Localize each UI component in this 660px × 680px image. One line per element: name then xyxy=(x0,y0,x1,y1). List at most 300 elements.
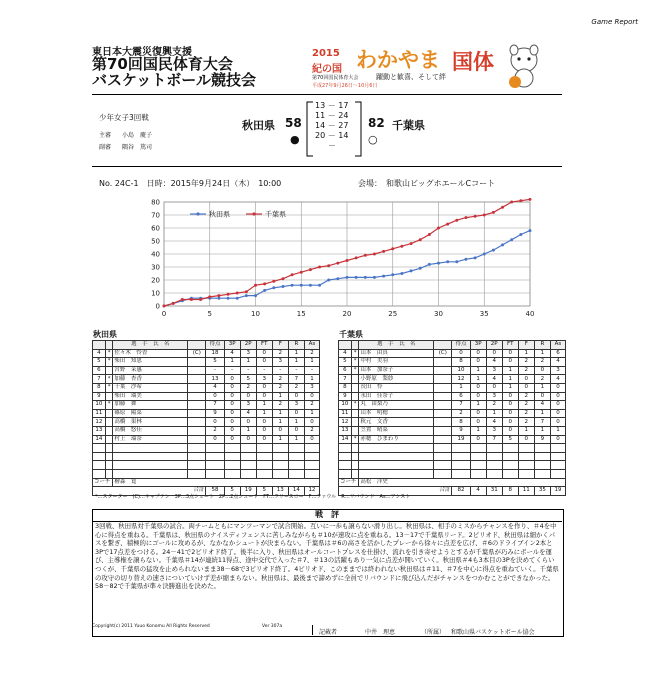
stat-cell: 0 xyxy=(304,392,319,401)
stat-cell: 9 xyxy=(534,435,550,444)
y-tick-label: 60 xyxy=(151,224,160,233)
stat-cell: 8 xyxy=(93,383,106,392)
stat-cell xyxy=(304,469,319,478)
player-row xyxy=(93,358,320,367)
stat-cell xyxy=(188,418,206,427)
box-header-cell: As xyxy=(304,341,319,350)
stat-cell: 7 xyxy=(93,375,106,384)
y-tick-label: 50 xyxy=(151,237,160,246)
stat-cell: 0 xyxy=(470,392,486,401)
stat-cell: 0 xyxy=(224,418,240,427)
period-scores xyxy=(315,101,353,151)
player-name xyxy=(359,461,434,470)
stat-cell: 14 xyxy=(93,435,106,444)
stat-cell: 4 xyxy=(240,409,256,418)
stat-cell xyxy=(105,444,112,453)
stat-cell: 3 xyxy=(486,392,502,401)
stat-cell: 6 xyxy=(452,392,470,401)
player-name: 小野原 梨紗 xyxy=(359,375,434,384)
stat-cell: 5 xyxy=(206,358,224,367)
stat-cell: 1 xyxy=(534,383,550,392)
series-point-1 xyxy=(245,290,248,293)
box-header-cell: 得点 xyxy=(452,341,470,350)
stat-cell: 0 xyxy=(206,435,224,444)
player-row xyxy=(339,358,566,367)
period-1: 13 － 17 xyxy=(315,101,349,110)
stat-cell: 3 xyxy=(304,383,319,392)
recorder-name: 中井 理恵 xyxy=(365,629,396,636)
player-row xyxy=(93,461,320,470)
logo-sub2: 平成27年9月26日～10月6日 xyxy=(312,83,378,89)
stat-cell xyxy=(272,469,288,478)
series-point-0 xyxy=(364,276,367,279)
stat-cell: 0 xyxy=(272,426,288,435)
affiliation: 和歌山県バスケットボール協会 xyxy=(451,629,535,636)
stat-cell: 2 xyxy=(486,401,502,410)
stat-cell: 0 xyxy=(224,375,240,384)
stat-cell: 0 xyxy=(470,409,486,418)
player-row xyxy=(93,426,320,435)
stat-cell: * xyxy=(351,401,358,410)
stat-cell xyxy=(188,452,206,461)
stat-cell: 1 xyxy=(534,426,550,435)
player-row xyxy=(93,452,320,461)
series-point-0 xyxy=(446,260,449,263)
stat-cell xyxy=(206,452,224,461)
player-row xyxy=(93,366,320,375)
stat-cell: 5 xyxy=(240,375,256,384)
stat-cell: 1 xyxy=(534,349,550,358)
player-name xyxy=(113,469,188,478)
stat-cell: 3 xyxy=(288,401,304,410)
header-divider xyxy=(92,94,562,95)
series-point-1 xyxy=(373,253,376,256)
player-row xyxy=(339,401,566,410)
stat-cell xyxy=(534,452,550,461)
total-cell: 19 xyxy=(240,487,256,496)
stat-cell: 4 xyxy=(486,418,502,427)
stat-cell: 1 xyxy=(288,418,304,427)
away-box-score xyxy=(338,340,566,496)
player-name: 山本 加奈子 xyxy=(359,366,434,375)
y-tick-label: 40 xyxy=(151,250,160,259)
stat-cell xyxy=(434,375,452,384)
box-header-cell: F xyxy=(518,341,534,350)
stat-cell: 1 xyxy=(534,409,550,418)
stat-cell: 0 xyxy=(256,435,272,444)
series-point-1 xyxy=(455,219,458,222)
stat-cell xyxy=(188,383,206,392)
stat-cell: 0 xyxy=(206,418,224,427)
stat-cell: 1 xyxy=(304,358,319,367)
stat-cell: 0 xyxy=(502,401,518,410)
stat-cell: 12 xyxy=(339,418,352,427)
stat-cell: 11 xyxy=(93,409,106,418)
series-point-1 xyxy=(318,266,321,269)
stat-cell: 0 xyxy=(550,435,565,444)
stat-cell: 2 xyxy=(240,383,256,392)
series-point-1 xyxy=(519,199,522,202)
stat-cell: 0 xyxy=(206,392,224,401)
series-point-1 xyxy=(208,295,211,298)
series-point-0 xyxy=(400,272,403,275)
series-point-0 xyxy=(373,276,376,279)
stat-cell xyxy=(272,444,288,453)
series-point-0 xyxy=(346,276,349,279)
series-point-0 xyxy=(483,253,486,256)
stat-cell: 6 xyxy=(93,366,106,375)
report-label: Game Report xyxy=(591,18,638,26)
player-row xyxy=(93,392,320,401)
stat-cell xyxy=(240,452,256,461)
stat-cell: - xyxy=(240,366,256,375)
stat-cell xyxy=(550,461,565,470)
stat-cell xyxy=(272,461,288,470)
series-point-0 xyxy=(227,297,230,300)
stat-cell xyxy=(188,375,206,384)
series-point-1 xyxy=(464,216,467,219)
period-3: 14 － 27 xyxy=(315,121,349,130)
stat-cell xyxy=(188,392,206,401)
stat-cell: (C) xyxy=(188,349,206,358)
stat-cell: 4 xyxy=(486,358,502,367)
stat-cell xyxy=(188,366,206,375)
stat-cell: 1 xyxy=(304,375,319,384)
stat-cell: 2 xyxy=(518,366,534,375)
stat-cell: * xyxy=(105,401,112,410)
y-tick-label: 20 xyxy=(151,276,160,285)
stat-cell: 4 xyxy=(486,375,502,384)
referee-sub: 隅谷 篤司 xyxy=(122,144,153,151)
stat-cell xyxy=(224,461,240,470)
stat-cell: 13 xyxy=(339,426,352,435)
stat-cell: 2 xyxy=(272,375,288,384)
y-tick-label: 70 xyxy=(151,211,160,220)
total-cell: 35 xyxy=(534,487,550,496)
stat-cell: 5 xyxy=(502,435,518,444)
player-name: 高橋 悠佳 xyxy=(113,426,188,435)
player-row xyxy=(93,435,320,444)
stat-cell xyxy=(105,366,112,375)
series-point-1 xyxy=(281,277,284,280)
stat-cell xyxy=(288,444,304,453)
player-row xyxy=(93,418,320,427)
total-cell: 82 xyxy=(452,487,470,496)
box-header-row xyxy=(339,341,566,350)
stat-cell xyxy=(105,392,112,401)
player-name xyxy=(113,444,188,453)
stat-cell xyxy=(339,452,352,461)
series-point-0 xyxy=(410,269,413,272)
stat-cell: 2 xyxy=(534,375,550,384)
period-bracket-right xyxy=(353,101,363,157)
stat-cell: 0 xyxy=(304,435,319,444)
stat-cell xyxy=(470,461,486,470)
stat-cell: 9 xyxy=(93,392,106,401)
stat-cell: 0 xyxy=(550,418,565,427)
copyright: Copyright(c) 2011 Yuuo Konomu All Rights Reserved xyxy=(92,624,210,629)
series-point-1 xyxy=(236,292,239,295)
period-4: 20 － 14 xyxy=(315,131,349,140)
series-point-1 xyxy=(309,268,312,271)
event-title-line3: バスケットボール競技会 xyxy=(92,71,256,89)
total-cell: 13 xyxy=(272,487,288,496)
stat-cell: 2 xyxy=(518,392,534,401)
stat-cell xyxy=(256,461,272,470)
stat-cell: 0 xyxy=(486,349,502,358)
stat-cell: 0 xyxy=(502,392,518,401)
series-point-1 xyxy=(391,247,394,250)
series-point-0 xyxy=(464,258,467,261)
stat-cell xyxy=(240,444,256,453)
stat-cell: 3 xyxy=(550,366,565,375)
logo-slogan: 躍動と歓喜、そして絆 xyxy=(376,73,446,81)
stat-cell xyxy=(434,444,452,453)
stat-cell: 8 xyxy=(452,418,470,427)
stat-cell: 0 xyxy=(224,435,240,444)
stat-cell: 6 xyxy=(339,366,352,375)
stat-cell: 3 xyxy=(486,366,502,375)
stat-cell: 0 xyxy=(534,366,550,375)
logo-kokutai: 国体 xyxy=(452,50,494,74)
stat-cell xyxy=(434,401,452,410)
stat-cell: * xyxy=(105,349,112,358)
stat-cell: 0 xyxy=(470,418,486,427)
series-point-0 xyxy=(492,249,495,252)
series-point-0 xyxy=(519,233,522,236)
series-point-0 xyxy=(281,285,284,288)
recorder-label: 記載者 xyxy=(319,629,338,636)
stat-cell xyxy=(434,461,452,470)
home-box-score xyxy=(92,340,320,496)
stat-cell: 12 xyxy=(452,375,470,384)
box-header-cell xyxy=(434,341,452,350)
series-point-1 xyxy=(190,298,193,301)
stat-cell xyxy=(288,461,304,470)
box-header-cell xyxy=(188,341,206,350)
box-header-cell xyxy=(105,341,112,350)
stat-cell: 0 xyxy=(518,383,534,392)
stat-cell xyxy=(486,469,502,478)
legend-label: 秋田県 xyxy=(209,210,230,219)
stat-cell: 0 xyxy=(256,426,272,435)
stat-cell: 0 xyxy=(256,358,272,367)
player-row xyxy=(339,452,566,461)
player-row xyxy=(339,349,566,358)
series-point-0 xyxy=(254,294,257,297)
stat-cell: 0 xyxy=(470,349,486,358)
player-name: 村上 瑠奈 xyxy=(113,435,188,444)
box-header-cell: 選 手 氏 名 xyxy=(359,341,434,350)
player-row xyxy=(93,401,320,410)
coach-row xyxy=(93,478,320,487)
stat-cell: 9 xyxy=(206,409,224,418)
logo-kinokuni: 紀の国 xyxy=(312,64,342,75)
total-cell: 58 xyxy=(206,487,224,496)
stat-cell xyxy=(351,461,358,470)
stat-cell: 1 xyxy=(452,383,470,392)
player-name xyxy=(113,452,188,461)
stat-cell: 0 xyxy=(502,418,518,427)
stat-cell: 0 xyxy=(518,375,534,384)
player-name: 柴田 知恵 xyxy=(113,358,188,367)
stat-cell: 1 xyxy=(304,409,319,418)
stat-cell: 1 xyxy=(470,375,486,384)
box-header-cell xyxy=(351,341,358,350)
series-point-1 xyxy=(410,242,413,245)
logo-year: 2015 xyxy=(312,48,340,59)
stat-cell xyxy=(518,469,534,478)
series-point-0 xyxy=(300,284,303,287)
series-point-1 xyxy=(346,259,349,262)
x-tick-label: 20 xyxy=(342,310,352,318)
y-tick-label: 10 xyxy=(151,289,160,298)
stat-cell xyxy=(434,366,452,375)
box-header-cell: FT xyxy=(256,341,272,350)
legend-marker xyxy=(196,212,199,215)
box-header-cell xyxy=(339,341,352,350)
stat-cell: 10 xyxy=(452,366,470,375)
player-row xyxy=(339,469,566,478)
stat-cell xyxy=(518,444,534,453)
x-tick-label: 0 xyxy=(161,310,167,318)
stat-cell: 0 xyxy=(550,401,565,410)
stat-cell: 1 xyxy=(550,426,565,435)
stat-cell: 1 xyxy=(518,349,534,358)
stat-cell xyxy=(240,469,256,478)
stat-cell xyxy=(188,401,206,410)
stat-cell xyxy=(486,444,502,453)
stat-cell xyxy=(105,426,112,435)
score-progression-chart xyxy=(142,198,538,320)
x-tick-label: 5 xyxy=(207,310,212,318)
stat-cell xyxy=(351,418,358,427)
stat-cell: 1 xyxy=(256,401,272,410)
player-name: 永田 佳奈子 xyxy=(359,392,434,401)
box-header-cell: As xyxy=(550,341,565,350)
stat-cell xyxy=(256,469,272,478)
total-cell: 5 xyxy=(256,487,272,496)
stat-cell xyxy=(224,444,240,453)
series-point-1 xyxy=(492,211,495,214)
coach-row xyxy=(339,478,566,487)
total-cell: 31 xyxy=(486,487,502,496)
stat-cell xyxy=(452,444,470,453)
away-result-mark: ○ xyxy=(368,133,378,146)
player-name: 赤穂 ひまわり xyxy=(359,435,434,444)
player-name: 山本 由真 xyxy=(359,349,434,358)
stat-cell: 0 xyxy=(502,409,518,418)
stat-cell: 8 xyxy=(452,358,470,367)
stat-cell: 2 xyxy=(206,426,224,435)
series-point-1 xyxy=(254,284,257,287)
stat-cell xyxy=(188,426,206,435)
stat-cell: 11 xyxy=(339,409,352,418)
stat-cell: - xyxy=(206,366,224,375)
player-name: 加藤 舞 xyxy=(113,401,188,410)
player-row xyxy=(93,409,320,418)
player-name: 丸 由梨乃 xyxy=(359,401,434,410)
stat-cell xyxy=(339,461,352,470)
stat-cell xyxy=(351,392,358,401)
stat-cell: 7 xyxy=(534,418,550,427)
series-point-1 xyxy=(529,198,532,201)
stat-cell xyxy=(188,409,206,418)
series-point-0 xyxy=(327,279,330,282)
series-point-0 xyxy=(263,289,266,292)
series-point-1 xyxy=(336,262,339,265)
commentary-title: 戦 評 xyxy=(92,509,562,522)
recorder-row xyxy=(312,625,563,635)
stat-cell: 9 xyxy=(339,392,352,401)
player-row xyxy=(93,444,320,453)
total-label: 合計 xyxy=(339,487,452,496)
player-name: 山本 明穂 xyxy=(359,409,434,418)
stat-cell: * xyxy=(351,349,358,358)
series-point-1 xyxy=(327,264,330,267)
stat-cell xyxy=(351,444,358,453)
stat-cell xyxy=(188,435,206,444)
period-bracket-left xyxy=(305,101,315,157)
series-point-1 xyxy=(501,206,504,209)
stat-cell: - xyxy=(256,366,272,375)
x-tick-label: 40 xyxy=(525,310,535,318)
stat-cell xyxy=(105,435,112,444)
player-name: 千葉 沙希 xyxy=(113,383,188,392)
stat-cell: - xyxy=(272,366,288,375)
stat-cell xyxy=(93,452,106,461)
stat-cell xyxy=(256,444,272,453)
series-point-1 xyxy=(428,233,431,236)
stat-cell xyxy=(188,469,206,478)
stat-cell: 7 xyxy=(339,375,352,384)
stat-cell: 1 xyxy=(486,409,502,418)
series-point-1 xyxy=(382,250,385,253)
coach-name: 檜森 寛 xyxy=(113,478,320,487)
total-label: 合計 xyxy=(93,487,206,496)
series-point-1 xyxy=(172,302,175,305)
series-point-1 xyxy=(419,238,422,241)
stat-cell: 0 xyxy=(224,409,240,418)
series-point-1 xyxy=(163,305,166,308)
stat-cell xyxy=(105,469,112,478)
stat-cell: 19 xyxy=(452,435,470,444)
stat-cell xyxy=(351,426,358,435)
x-tick-label: 35 xyxy=(479,310,489,318)
period-ot: － xyxy=(328,141,336,150)
player-row xyxy=(93,375,320,384)
logo-wakayama: わかやま xyxy=(356,48,440,72)
stat-cell: 12 xyxy=(93,418,106,427)
stat-cell: * xyxy=(351,435,358,444)
affiliation-label: （所属） xyxy=(421,629,446,636)
logo-sub1: 第70回国民体育大会 xyxy=(312,75,359,81)
player-row xyxy=(339,383,566,392)
stat-cell xyxy=(470,452,486,461)
player-name: 佐々木 怜香 xyxy=(113,349,188,358)
player-name: 秋元 文香 xyxy=(359,418,434,427)
stat-cell: 3 xyxy=(256,375,272,384)
stat-cell: * xyxy=(105,375,112,384)
away-box-title: 千葉県 xyxy=(339,330,363,339)
total-cell: 12 xyxy=(304,487,319,496)
stat-cell: 1 xyxy=(240,358,256,367)
game-info: No. 24C-1 日時：2015年9月24日（木） 10:00 xyxy=(99,179,282,188)
stat-cell xyxy=(502,444,518,453)
stat-cell xyxy=(272,452,288,461)
box-header-cell: R xyxy=(288,341,304,350)
player-row xyxy=(339,426,566,435)
